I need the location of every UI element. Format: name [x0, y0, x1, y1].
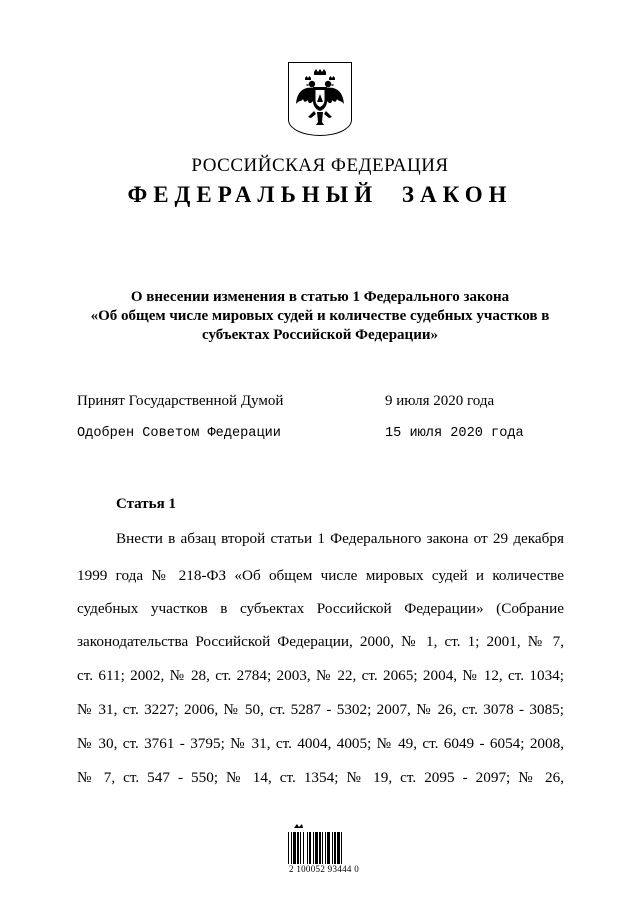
article-text-line: № 30, ст. 3761 - 3795; № 31, ст. 4004, 4005; № 49, ст. 6049 - 6054; 2008,	[77, 735, 564, 752]
article-text-line: 1999 года № 218-ФЗ «Об общем числе мировых судей и количестве	[77, 567, 564, 584]
coat-of-arms-emblem	[288, 62, 352, 136]
document-type: ФЕДЕРАЛЬНЫЙ ЗАКОН	[127, 182, 513, 207]
article-text-line: законодательства Российской Федерации, 2000, № 1, ст. 1; 2001, № 7,	[77, 633, 564, 650]
article-text-line: № 7, ст. 547 - 550; № 14, ст. 1354; № 19, ст. 2095 - 2097; № 26,	[77, 769, 564, 786]
law-title-line-3: субъектах Российской Федерации»	[202, 327, 438, 343]
article-text-line: судебных участков в субъектах Российской Федерации» (Собрание	[77, 600, 564, 617]
country-name: РОССИЙСКАЯ ФЕДЕРАЦИЯ	[191, 155, 449, 176]
approval-date: 15 июля 2020 года	[385, 426, 524, 441]
article-text-line: № 31, ст. 3227; 2006, № 50, ст. 5287 - 5302; 2007, № 26, ст. 3078 - 3085;	[77, 701, 564, 718]
adoption-label: Принят Государственной Думой	[77, 393, 284, 409]
law-title-line-2: «Об общем числе мировых судей и количестве судебных участков в	[90, 308, 550, 324]
article-text-line: Внести в абзац второй статьи 1 Федерального закона от 29 декабря	[116, 530, 564, 547]
russian-coat-of-arms-icon	[293, 66, 347, 130]
law-title-line-1: О внесении изменения в статью 1 Федерального закона	[130, 289, 510, 305]
article-text-line: ст. 611; 2002, № 28, ст. 2784; 2003, № 22, ст. 2065; 2004, № 12, ст. 1034;	[77, 667, 564, 684]
barcode-number: 2 100052 93444 0	[288, 864, 360, 874]
approval-label: Одобрен Советом Федерации	[77, 426, 281, 441]
adoption-date: 9 июля 2020 года	[385, 393, 495, 409]
article-heading: Статья 1	[116, 496, 176, 512]
